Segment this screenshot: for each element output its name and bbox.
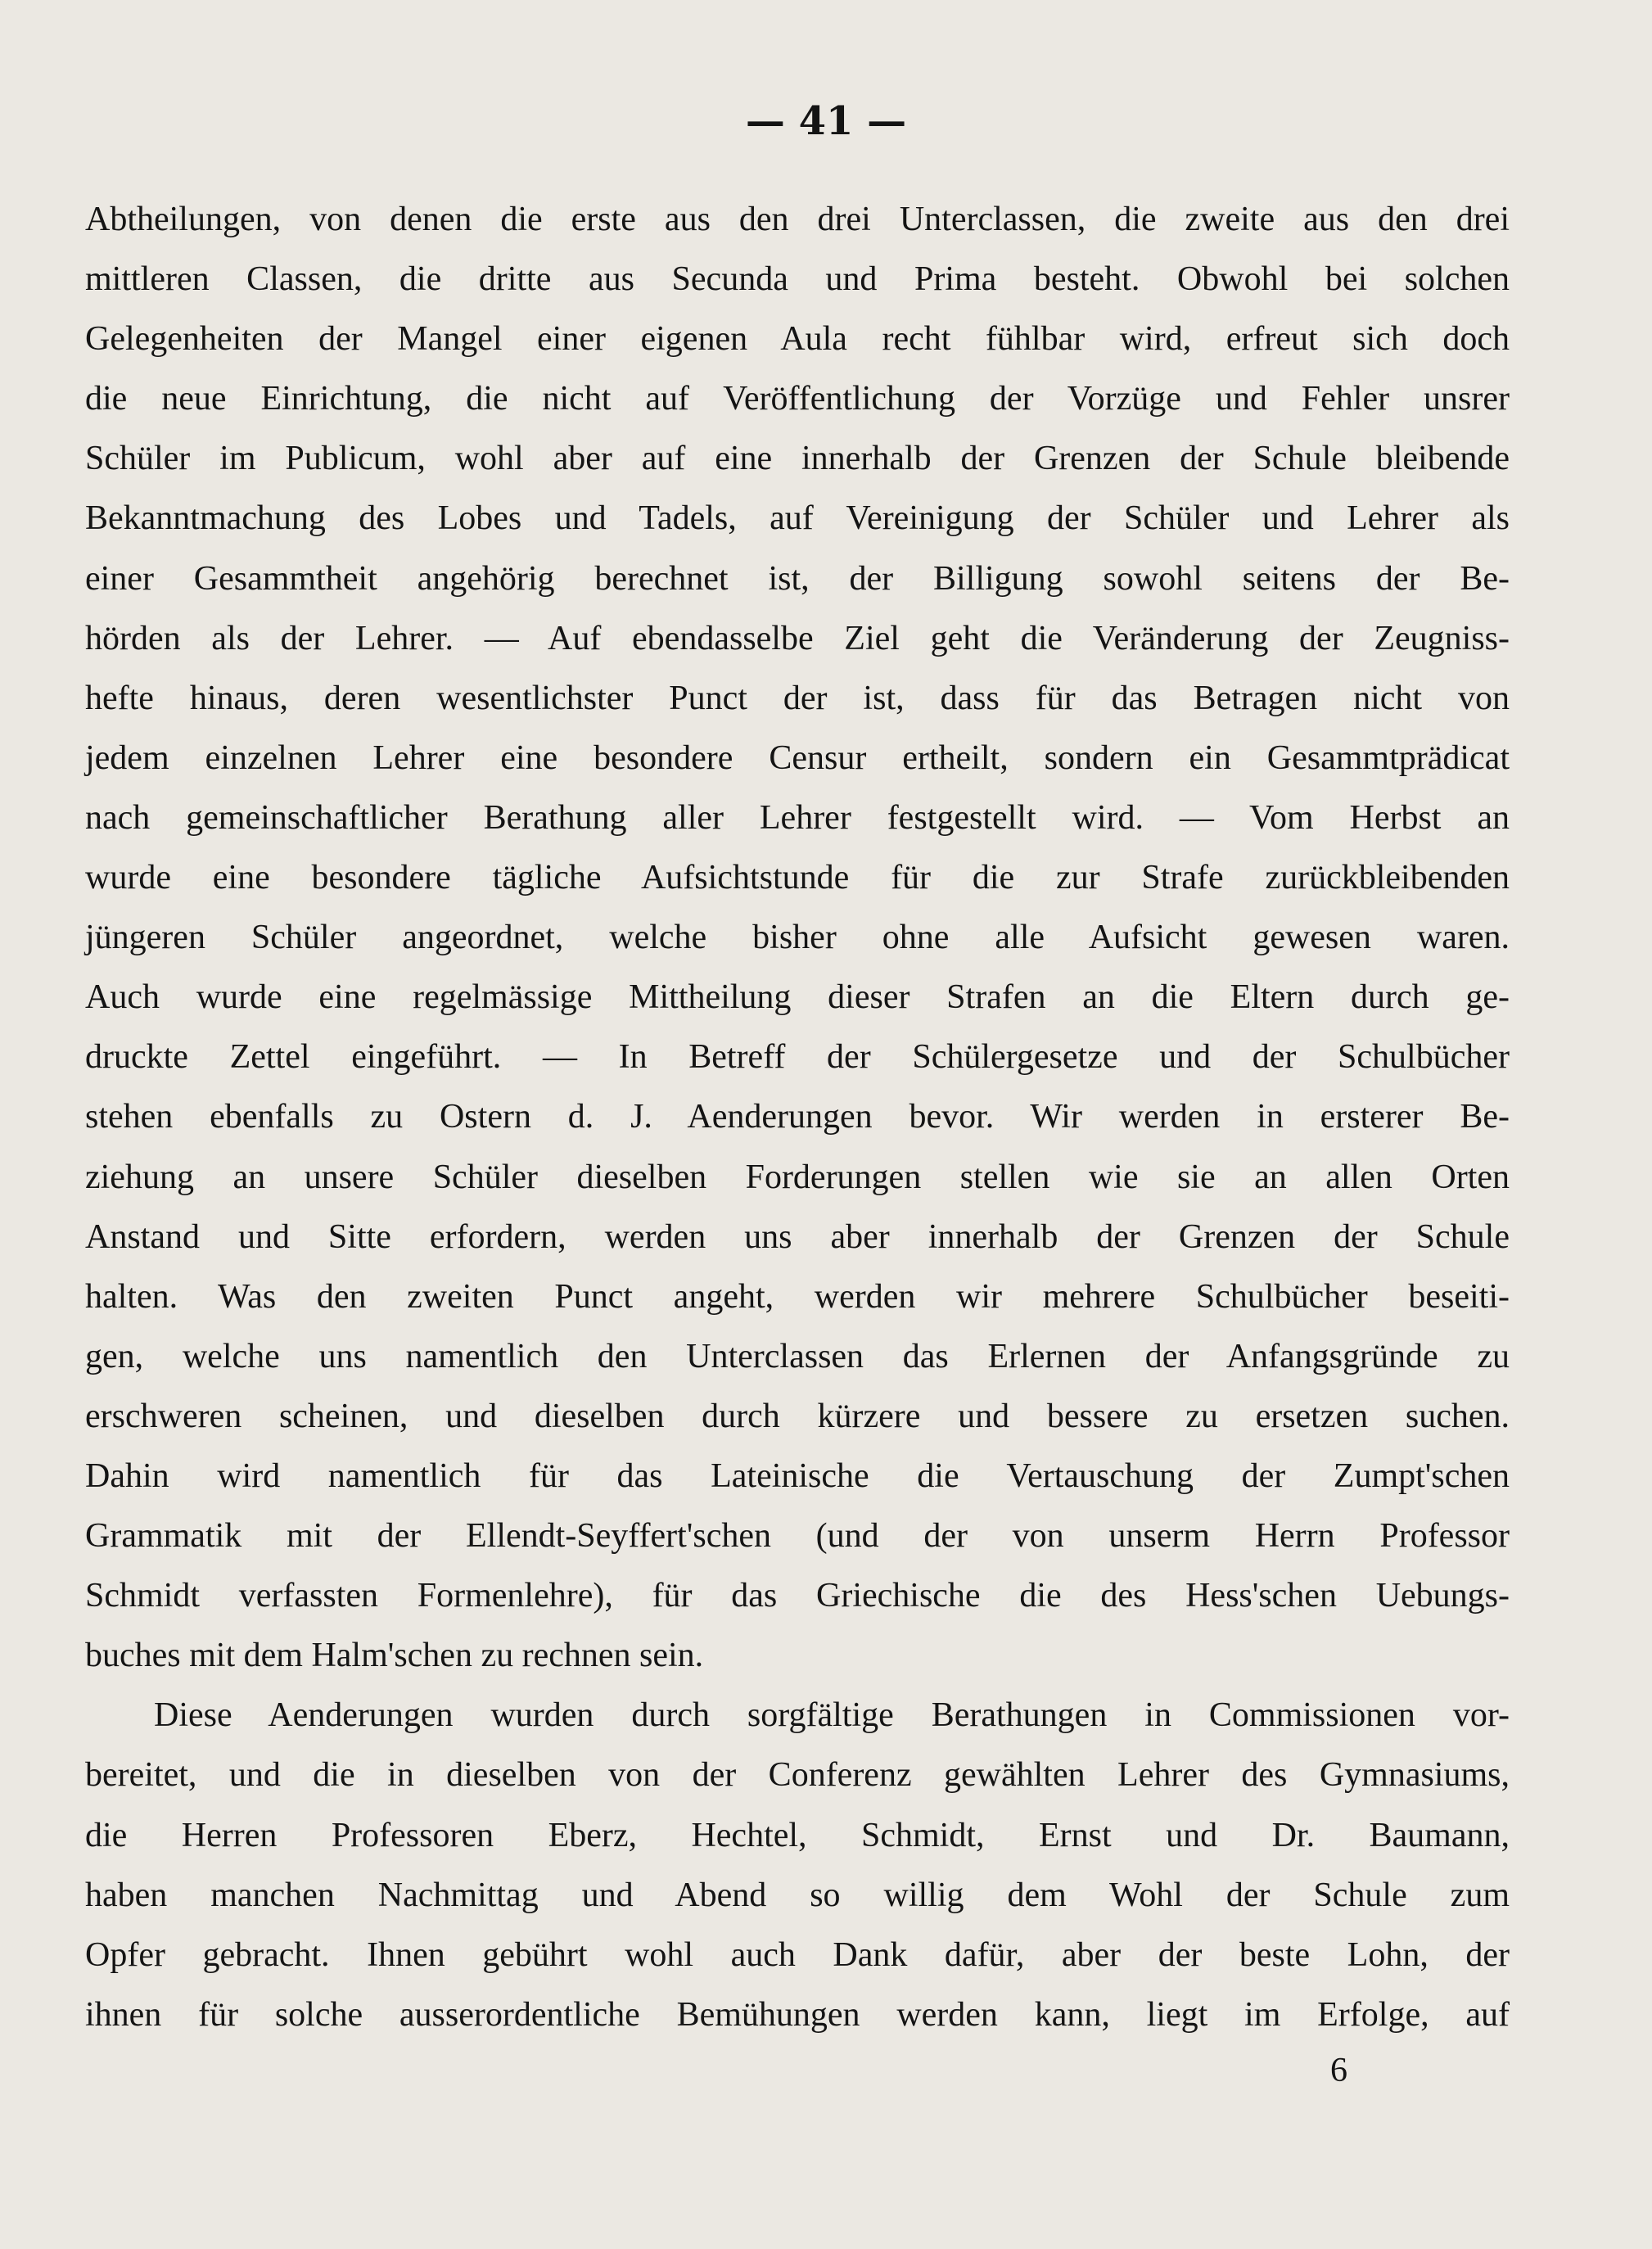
text-line: Abtheilungen, von denen die erste aus den drei Unterclassen, die zweite aus den drei xyxy=(85,201,1510,238)
text-line: nach gemeinschaftlicher Berathung aller Lehrer festgestellt wird. — Vom Herbst an xyxy=(85,798,1510,837)
text-line: Dahin wird namentlich für das Lateinische die Vertauschung der Zumpt'schen xyxy=(85,1456,1510,1495)
text-line: jüngeren Schüler angeordnet, welche bisher ohne alle Aufsicht gewesen waren. xyxy=(85,919,1510,957)
text-line: druckte Zettel eingeführt. — In Betreff der Schülergesetze und der Schulbücher xyxy=(85,1038,1510,1077)
page-number-header: — 41 — xyxy=(745,98,907,144)
text-line: Grammatik mit der Ellendt-Seyffert'schen (und der von unserm Herrn Professor xyxy=(85,1517,1510,1556)
text-line: ihnen für solche ausserordentliche Bemühungen werden kann, liegt im Erfolge, auf xyxy=(85,1995,1510,2034)
text-line: bereitet, und die in dieselben von der Conferenz gewählten Lehrer des Gymnasiums, xyxy=(85,1756,1510,1795)
text-line: Anstand und Sitte erfordern, werden uns aber innerhalb der Grenzen der Schule xyxy=(85,1217,1510,1256)
text-line: die neue Einrichtung, die nicht auf Veröffentlichung der Vorzüge und Fehler unsrer xyxy=(85,380,1510,418)
text-line: Bekanntmachung des Lobes und Tadels, auf Vereinigung der Schüler und Lehrer als xyxy=(85,499,1510,538)
text-line: gen, welche uns namentlich den Unterclassen das Erlernen der Anfangsgründe zu xyxy=(85,1337,1510,1375)
text-line: einer Gesammtheit angehörig berechnet ist, der Billigung sowohl seitens der Be- xyxy=(85,559,1510,598)
text-line: jedem einzelnen Lehrer eine besondere Censur ertheilt, sondern ein Gesammtprädicat xyxy=(85,738,1510,777)
text-line: hefte hinaus, deren wesentlichster Punct der ist, dass für das Betragen nicht von xyxy=(85,679,1510,717)
text-line: Schmidt verfassten Formenlehre), für das Griechische die des Hess'schen Uebungs- xyxy=(85,1577,1510,1615)
text-line: ziehung an unsere Schüler dieselben Forderungen stellen wie sie an allen Orten xyxy=(85,1158,1510,1196)
text-line: hörden als der Lehrer. — Auf ebendasselbe Ziel geht die Veränderung der Zeugniss- xyxy=(85,619,1510,657)
text-line: Opfer gebracht. Ihnen gebührt wohl auch Dank dafür, aber der beste Lohn, der xyxy=(85,1935,1510,1974)
text-line: mittleren Classen, die dritte aus Secunda und Prima besteht. Obwohl bei solchen xyxy=(85,260,1510,299)
text-line: haben manchen Nachmittag und Abend so willig dem Wohl der Schule zum xyxy=(85,1876,1510,1914)
text-line: buches mit dem Halm'schen zu rechnen sein. xyxy=(85,1637,704,1675)
text-line: halten. Was den zweiten Punct angeht, werden wir mehrere Schulbücher beseiti- xyxy=(85,1277,1510,1316)
signature-mark: 6 xyxy=(1330,2052,1347,2089)
text-line: Gelegenheiten der Mangel einer eigenen Aula recht fühlbar wird, erfreut sich doch xyxy=(85,320,1510,359)
page-body xyxy=(85,190,1510,2045)
text-line: stehen ebenfalls zu Ostern d. J. Aenderungen bevor. Wir werden in ersterer Be- xyxy=(85,1098,1510,1136)
text-line: wurde eine besondere tägliche Aufsichtstunde für die zur Strafe zurückbleibenden xyxy=(85,859,1510,897)
text-line: Schüler im Publicum, wohl aber auf eine innerhalb der Grenzen der Schule bleibende xyxy=(85,440,1510,478)
text-line: Diese Aenderungen wurden durch sorgfältige Berathungen in Commissionen vor- xyxy=(154,1696,1510,1735)
text-line: Auch wurde eine regelmässige Mittheilung dieser Strafen an die Eltern durch ge- xyxy=(85,978,1510,1017)
text-line: erschweren scheinen, und dieselben durch kürzere und bessere zu ersetzen suchen. xyxy=(85,1397,1510,1435)
text-line: die Herren Professoren Eberz, Hechtel, Schmidt, Ernst und Dr. Baumann, xyxy=(85,1816,1510,1854)
